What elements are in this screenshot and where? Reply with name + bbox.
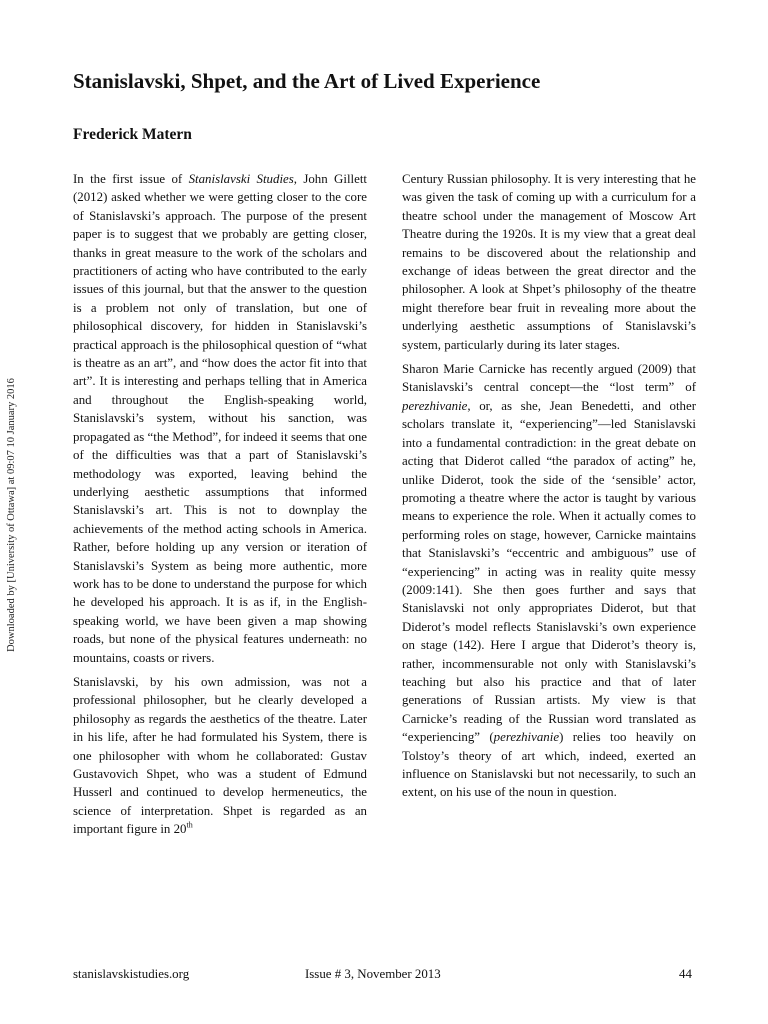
page-number: 44 <box>679 967 692 981</box>
download-sidebar <box>4 350 20 680</box>
text-run: Sharon Marie Carnicke has recently argued (2009) that Stanislavski’s central concept—the “lost term” of <box>402 362 696 395</box>
paragraph-right-1: Century Russian philosophy. It is very interesting that he was given the task of coming up with a curriculum for a theatre school under the management of Moscow Art Theatre during the 1920s. It is my view that a great deal remains to be discovered about the relationship and exchange of ideas between the great director and the philosopher. A look at Shpet’s philosophy of the theatre might therefore bear fruit in revealing more about the underlying aesthetic assumptions of Stanislavski’s system, particularly during its later stages. <box>402 172 696 352</box>
right-column <box>402 170 696 808</box>
text-run: In the first issue of <box>73 172 189 186</box>
left-column <box>73 170 367 845</box>
footer-issue: Issue # 3, November 2013 <box>305 967 441 981</box>
term-italic: perezhivanie <box>493 730 560 745</box>
superscript-th: th <box>186 820 193 830</box>
paragraph-left-1 <box>73 170 367 667</box>
footer-site-link[interactable]: stanislavskistudies.org <box>73 967 190 981</box>
text-run: , John Gillett (2012) asked whether we were getting closer to the core of Stanislavski’s approach. The purpose of the present paper is to suggest that we probably are getting closer, thanks in great measure to the work of the scholars and practitioners of acting who have contributed to the early issues of this journal, but that the answer to the question is a problem not only of translation, but one of philosophical discovery, for hidden in Stanislavski’s practical approach is the philosophical question of “what is theatre as an art”, and “how does the actor fit into that art”. It is interesting and perhaps telling that in America and throughout the English-speaking world, Stanislavski’s system, without his sanction, was propagated as “the Method”, for indeed it seems that one of the difficulties was that a part of Stanislavski’s methodology was exported, leaving behind the underlying aesthetic assumptions that informed Stanislavski’s art. This is not to downplay the achievements of the method acting schools in America. Rather, before holding up any version or iteration of Stanislavski’s System as being more authentic, more work has to be done to understand the purpose for which he developed his approach. It is as if, in the English-speaking world, we have been given a map showing roads, but none of the physical features underneath: no mountains, coasts or rivers. <box>73 172 367 665</box>
paragraph-left-2 <box>73 673 367 839</box>
paragraph-right-2 <box>402 360 696 802</box>
term-italic: perezhivanie <box>402 398 468 413</box>
journal-title-italic: Stanislavski Studies <box>188 172 294 186</box>
article-title: Stanislavski, Shpet, and the Art of Lived Experience <box>73 69 541 93</box>
download-note: Downloaded by [University of Ottawa] at 09:07 10 January 2016 <box>6 378 17 652</box>
text-run: ) relies too heavily on Tolstoy’s theory of art which, indeed, exerted an influence on Stanislavski but not necessarily, to such an extent, on his use of the noun in question. <box>402 730 697 800</box>
article-author: Frederick Matern <box>73 126 192 143</box>
text-run: , or, as she, Jean Benedetti, and other scholars translate it, “experiencing”—led Stanislavski into a fundamental contradiction: in the great debate on acting that Diderot called “the paradox of acting” he, unlike Diderot, took the side of the ‘sensible’ actor, promoting a theatre where the actor is taught by various means to experience the role. When it actually comes to performing roles on stage, however, Carnicke maintains that Stanislavski’s “eccentric and ambiguous” use of “experiencing” in acting was in reality quite messy (2009:141). She then goes further and says that Stanislavski not only appropriates Diderot, but that Diderot’s model reflects Stanislavski’s own experience on stage (142). Here I argue that Diderot’s theory is, rather, incommensurable not only with Stanislavski’s teaching but also his practice and that of later generations of Russian artists. My view is that Carnicke’s reading of the Russian word translated as “experiencing” ( <box>402 398 696 745</box>
text-run: Stanislavski, by his own admission, was not a professional philosopher, but he clearly developed a philosophy as regards the aesthetics of the theatre. Later in his life, after he had formulated his System, there is one philosopher with whom he collaborated: Gustav Gustavovich Shpet, who was a student of Edmund Husserl and continued to develop hermeneutics, the science of interpretation. Shpet is regarded as an important figure in 20 <box>73 674 367 837</box>
